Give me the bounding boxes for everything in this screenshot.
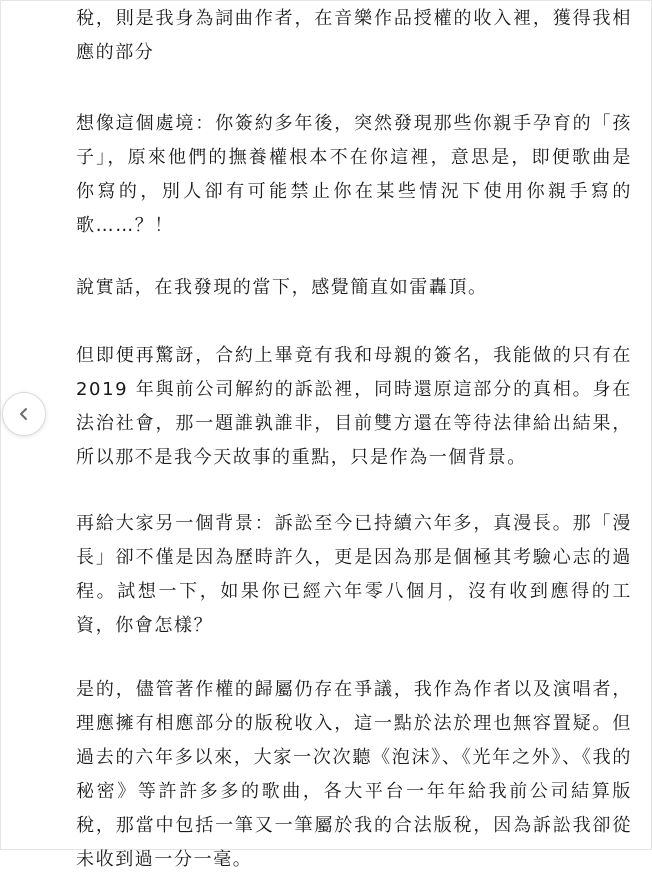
paragraph-5: 再給大家另一個背景：訴訟至今已持續六年多，真漫長。那「漫長」卻不僅是因為歷時許久，更是因為那是個極其考驗心志的過程。試想一下，如果你已經六年零八個月，沒有收到應得的工資，你會怎樣？ [76, 513, 632, 636]
paragraph-6: 是的，儘管著作權的歸屬仍存在爭議，我作為作者以及演唱者，理應擁有相應部分的版稅收入，這一點於法於理也無容置疑。但過去的六年多以來，大家一次次聽《泡沫》、《光年之外》、《我的秘密》等許許多多的歌曲，各大平台一年年給我前公司結算版稅，那當中包括一筆又一筆屬於我的合法版稅，因為訴訟我卻從未收到過一分一毫。 [76, 679, 632, 870]
chevron-left-icon [17, 407, 31, 421]
paragraph-2: 想像這個處境：你簽約多年後，突然發現那些你親手孕育的「孩子」，原來他們的撫養權根本不在你這裡，意思是，即便歌曲是你寫的，別人卻有可能禁止你在某些情況下使用你親手寫的歌……？！ [76, 113, 632, 236]
previous-slide-button[interactable] [2, 392, 46, 436]
paragraph-4: 但即便再驚訝，合約上畢竟有我和母親的簽名，我能做的只有在 2019 年與前公司解約的訴訟裡，同時還原這部分的真相。身在法治社會，那一題誰孰誰非，目前雙方還在等待法律給出結果，所以那不是我今天故事的重點，只是作為一個背景。 [76, 345, 632, 468]
paragraph-1: 稅，則是我身為詞曲作者，在音樂作品授權的收入裡，獲得我相應的部分 [76, 8, 632, 63]
paragraph-3: 說實話，在我發現的當下，感覺簡直如雷轟頂。 [76, 277, 488, 298]
post-text-body [76, 2, 632, 877]
